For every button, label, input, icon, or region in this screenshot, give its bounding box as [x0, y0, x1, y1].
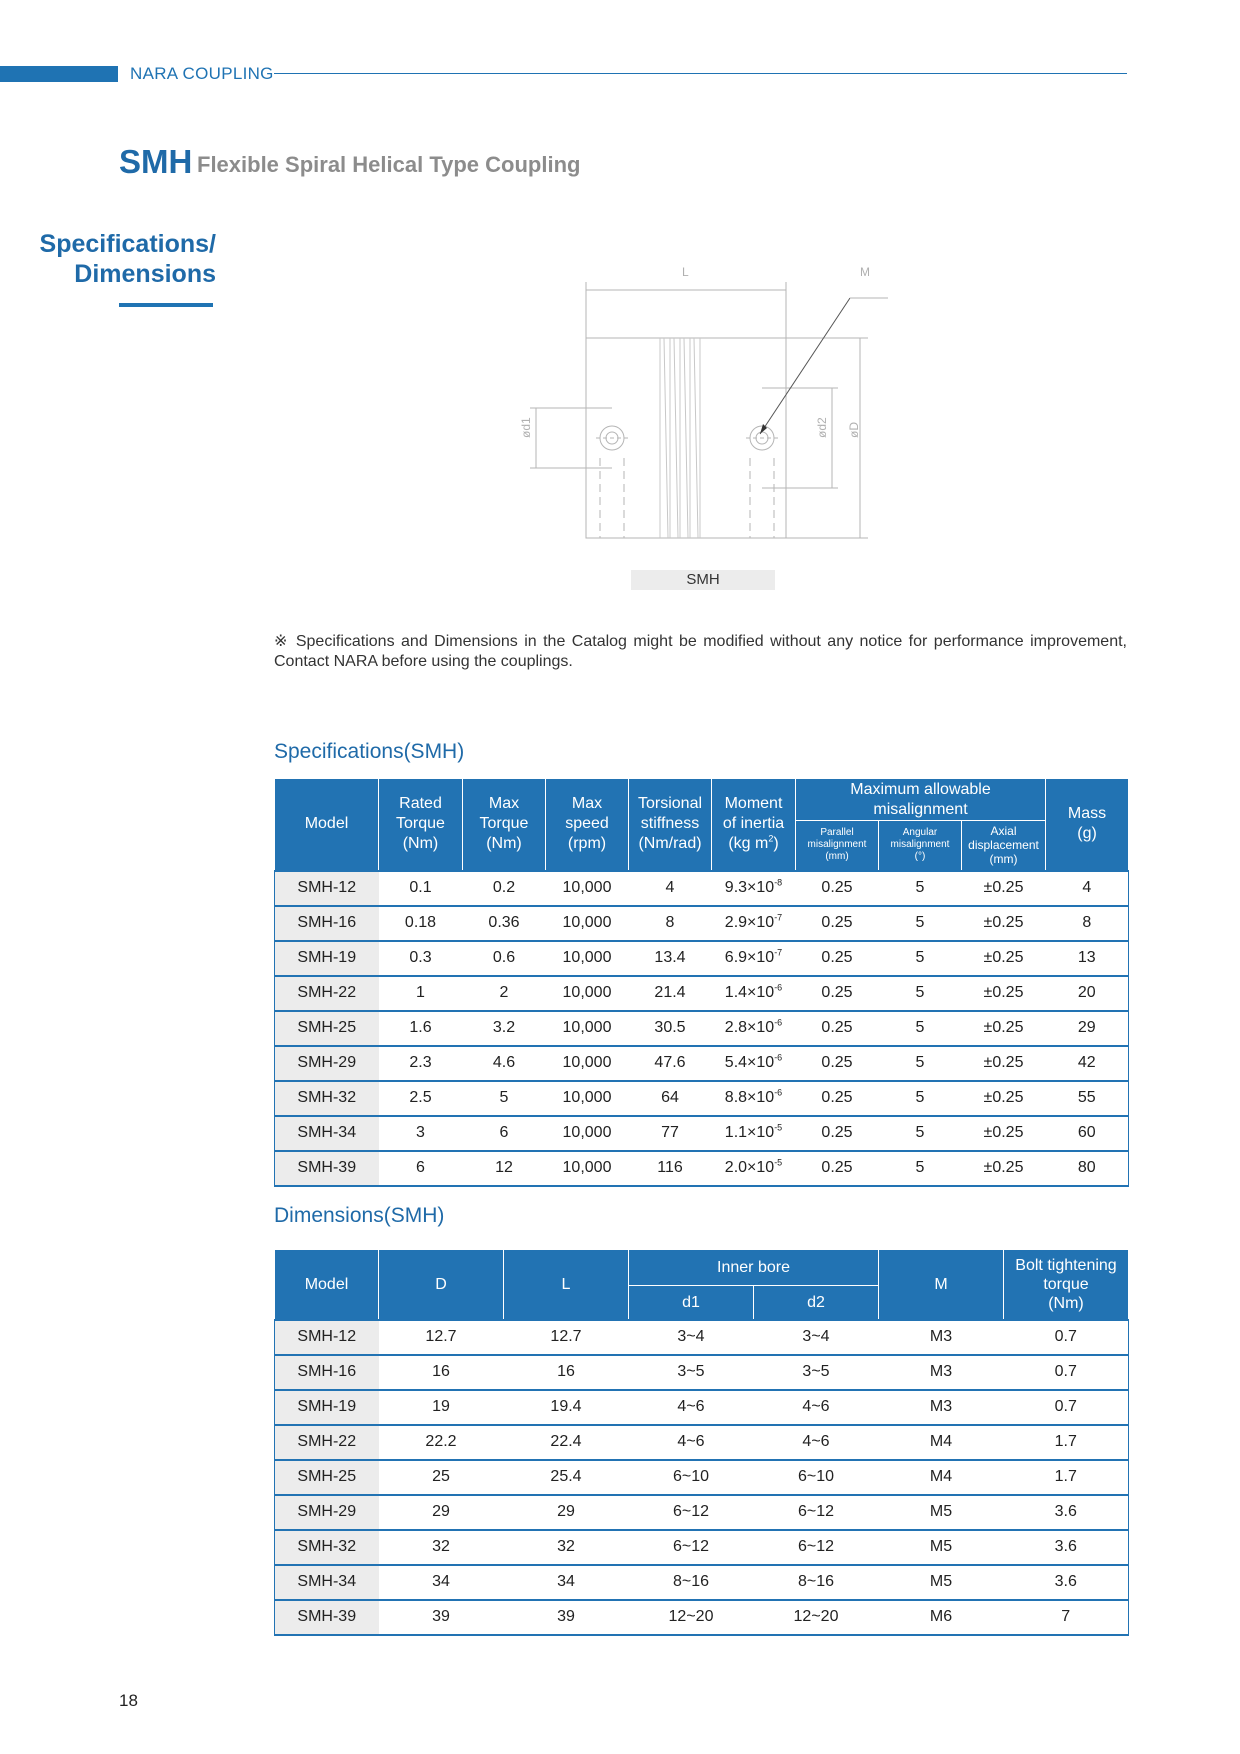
dim-header-d2: d2 — [754, 1286, 879, 1320]
spec-cell-inertia: $1.1\times 10^{-5}$ — [712, 1116, 796, 1151]
spec-cell-angular: 5 — [879, 976, 962, 1011]
dim-cell-d1: 4~6 — [629, 1425, 754, 1460]
spec-cell-inertia: $1.4\times 10^{-6}$ — [712, 976, 796, 1011]
spec-cell-rated: 0.1 — [379, 871, 463, 906]
drawing-label-d1: ød1 — [519, 417, 533, 438]
spec-cell-angular: 5 — [879, 1011, 962, 1046]
spec-cell-inertia: $2.8\times 10^{-6}$ — [712, 1011, 796, 1046]
dim-cell-d2: 4~6 — [754, 1390, 879, 1425]
dim-cell-d2: 3~4 — [754, 1320, 879, 1355]
spec-cell-axial: ±0.25 — [962, 1011, 1046, 1046]
spec-cell-axial: ±0.25 — [962, 941, 1046, 976]
spec-row — [275, 871, 1129, 906]
spec-cell-mass: 55 — [1046, 1081, 1129, 1116]
dim-cell-L: 19.4 — [504, 1390, 629, 1425]
dim-cell-D: 22.2 — [379, 1425, 504, 1460]
dim-row — [275, 1425, 1129, 1460]
spec-row — [275, 1081, 1129, 1116]
spec-row — [275, 1116, 1129, 1151]
notice-text: ※ Specifications and Dimensions in the Catalog might be modified without any notice for performance improvement, Contact NARA before using the couplings. — [274, 633, 1127, 670]
dim-cell-M: M4 — [879, 1425, 1004, 1460]
header-max-misalignment: Maximum allowable misalignment — [796, 779, 1046, 821]
spec-cell-max: 0.36 — [463, 906, 546, 941]
spec-cell-inertia: $2.0\times 10^{-5}$ — [712, 1151, 796, 1186]
dim-header-inner-bore: Inner bore — [629, 1250, 879, 1286]
dim-cell-D: 16 — [379, 1355, 504, 1390]
spec-cell-rated: 2.3 — [379, 1046, 463, 1081]
dim-row — [275, 1320, 1129, 1355]
dim-cell-D: 29 — [379, 1495, 504, 1530]
dim-row — [275, 1495, 1129, 1530]
spec-cell-stiff: 64 — [629, 1081, 712, 1116]
spec-cell-stiff: 30.5 — [629, 1011, 712, 1046]
spec-cell-speed: 10,000 — [546, 976, 629, 1011]
spec-cell-model: SMH-34 — [275, 1116, 379, 1151]
spec-cell-model: SMH-32 — [275, 1081, 379, 1116]
dim-cell-D: 19 — [379, 1390, 504, 1425]
spec-cell-parallel: 0.25 — [796, 1046, 879, 1081]
dim-cell-L: 16 — [504, 1355, 629, 1390]
spec-cell-max: 12 — [463, 1151, 546, 1186]
spec-cell-parallel: 0.25 — [796, 1011, 879, 1046]
spec-cell-inertia: $6.9\times 10^{-7}$ — [712, 941, 796, 976]
spec-cell-axial: ±0.25 — [962, 1116, 1046, 1151]
spec-row — [275, 1011, 1129, 1046]
dim-cell-model: SMH-34 — [275, 1565, 379, 1600]
spec-cell-parallel: 0.25 — [796, 906, 879, 941]
header-max-torque: Max Torque (Nm) — [463, 779, 546, 871]
side-title-underline — [119, 303, 213, 307]
dim-cell-d1: 6~12 — [629, 1530, 754, 1565]
spec-cell-angular: 5 — [879, 941, 962, 976]
dim-cell-D: 12.7 — [379, 1320, 504, 1355]
dim-cell-model: SMH-25 — [275, 1460, 379, 1495]
spec-cell-stiff: 77 — [629, 1116, 712, 1151]
section-side-title — [40, 229, 216, 289]
dim-cell-d1: 6~12 — [629, 1495, 754, 1530]
spec-cell-model: SMH-19 — [275, 941, 379, 976]
dim-cell-bolt: 7 — [1004, 1600, 1129, 1635]
spec-cell-max: 4.6 — [463, 1046, 546, 1081]
spec-cell-speed: 10,000 — [546, 1151, 629, 1186]
spec-cell-max: 2 — [463, 976, 546, 1011]
spec-row — [275, 906, 1129, 941]
spec-cell-parallel: 0.25 — [796, 941, 879, 976]
dim-cell-L: 22.4 — [504, 1425, 629, 1460]
dim-row — [275, 1530, 1129, 1565]
dim-cell-M: M5 — [879, 1495, 1004, 1530]
dim-cell-M: M5 — [879, 1530, 1004, 1565]
page-number: 18 — [119, 1691, 138, 1710]
header-rated-torque: Rated Torque (Nm) — [379, 779, 463, 871]
header-angular-misalignment: Angular misalignment (°) — [879, 821, 962, 871]
dim-cell-model: SMH-12 — [275, 1320, 379, 1355]
spec-cell-axial: ±0.25 — [962, 1151, 1046, 1186]
dim-cell-M: M5 — [879, 1565, 1004, 1600]
spec-cell-stiff: 116 — [629, 1151, 712, 1186]
spec-row — [275, 976, 1129, 1011]
spec-cell-parallel: 0.25 — [796, 1151, 879, 1186]
dim-cell-bolt: 0.7 — [1004, 1320, 1129, 1355]
spec-cell-max: 3.2 — [463, 1011, 546, 1046]
drawing-label-M: M — [860, 265, 870, 279]
header-accent-bar — [0, 66, 118, 82]
dim-cell-d2: 8~16 — [754, 1565, 879, 1600]
spec-cell-max: 5 — [463, 1081, 546, 1116]
spec-cell-model: SMH-12 — [275, 871, 379, 906]
spec-cell-mass: 80 — [1046, 1151, 1129, 1186]
spec-cell-rated: 0.18 — [379, 906, 463, 941]
dim-header-bolt-torque: Bolt tightening torque (Nm) — [1004, 1250, 1129, 1320]
spec-cell-parallel: 0.25 — [796, 1116, 879, 1151]
spec-cell-parallel: 0.25 — [796, 1081, 879, 1116]
dim-cell-d2: 6~12 — [754, 1495, 879, 1530]
dim-cell-L: 29 — [504, 1495, 629, 1530]
dim-cell-M: M3 — [879, 1355, 1004, 1390]
spec-row — [275, 1046, 1129, 1081]
dim-cell-M: M3 — [879, 1390, 1004, 1425]
spec-cell-parallel: 0.25 — [796, 976, 879, 1011]
spec-cell-stiff: 4 — [629, 871, 712, 906]
spec-cell-stiff: 47.6 — [629, 1046, 712, 1081]
dim-cell-L: 32 — [504, 1530, 629, 1565]
spec-row — [275, 1151, 1129, 1186]
dim-cell-bolt: 1.7 — [1004, 1425, 1129, 1460]
spec-cell-model: SMH-22 — [275, 976, 379, 1011]
spec-cell-model: SMH-25 — [275, 1011, 379, 1046]
spec-cell-max: 0.2 — [463, 871, 546, 906]
dim-cell-model: SMH-29 — [275, 1495, 379, 1530]
header-torsional-stiffness: Torsional stiffness (Nm/rad) — [629, 779, 712, 871]
spec-cell-stiff: 8 — [629, 906, 712, 941]
side-title-line1: Specifications/ — [39, 230, 216, 258]
spec-cell-inertia: $8.8\times 10^{-6}$ — [712, 1081, 796, 1116]
spec-cell-speed: 10,000 — [546, 1046, 629, 1081]
spec-cell-angular: 5 — [879, 906, 962, 941]
spec-cell-axial: ±0.25 — [962, 1046, 1046, 1081]
dim-cell-model: SMH-22 — [275, 1425, 379, 1460]
dim-cell-M: M3 — [879, 1320, 1004, 1355]
spec-cell-mass: 29 — [1046, 1011, 1129, 1046]
product-description: Flexible Spiral Helical Type Coupling — [197, 152, 581, 177]
spec-cell-inertia: $5.4\times 10^{-6}$ — [712, 1046, 796, 1081]
drawing-label-d2: ød2 — [815, 417, 829, 438]
spec-cell-speed: 10,000 — [546, 941, 629, 976]
spec-cell-stiff: 13.4 — [629, 941, 712, 976]
spec-cell-axial: ±0.25 — [962, 976, 1046, 1011]
dim-header-d1: d1 — [629, 1286, 754, 1320]
header-max-speed: Max speed (rpm) — [546, 779, 629, 871]
spec-cell-speed: 10,000 — [546, 1011, 629, 1046]
spec-cell-axial: ±0.25 — [962, 906, 1046, 941]
spec-cell-model: SMH-16 — [275, 906, 379, 941]
drawing-label-D: øD — [847, 422, 861, 438]
dim-cell-bolt: 0.7 — [1004, 1355, 1129, 1390]
dimensions-table — [274, 1249, 1129, 1636]
spec-cell-inertia: $2.9\times 10^{-7}$ — [712, 906, 796, 941]
dim-cell-model: SMH-16 — [275, 1355, 379, 1390]
drawing-label-L: L — [682, 265, 689, 279]
dim-cell-L: 34 — [504, 1565, 629, 1600]
coupling-drawing — [500, 258, 900, 578]
dim-cell-bolt: 3.6 — [1004, 1495, 1129, 1530]
dim-header-D: D — [379, 1250, 504, 1320]
dim-row — [275, 1390, 1129, 1425]
dim-cell-model: SMH-39 — [275, 1600, 379, 1635]
spec-cell-axial: ±0.25 — [962, 871, 1046, 906]
spec-cell-angular: 5 — [879, 1046, 962, 1081]
spec-cell-speed: 10,000 — [546, 1081, 629, 1116]
spec-cell-max: 6 — [463, 1116, 546, 1151]
header-rule — [274, 73, 1127, 74]
spec-cell-mass: 60 — [1046, 1116, 1129, 1151]
spec-row — [275, 941, 1129, 976]
spec-cell-rated: 0.3 — [379, 941, 463, 976]
side-title-line2: Dimensions — [74, 260, 216, 288]
dim-cell-M: M6 — [879, 1600, 1004, 1635]
spec-cell-stiff: 21.4 — [629, 976, 712, 1011]
dim-header-M: M — [879, 1250, 1004, 1320]
dim-cell-model: SMH-32 — [275, 1530, 379, 1565]
spec-cell-axial: ±0.25 — [962, 1081, 1046, 1116]
dimensions-title: Dimensions(SMH) — [274, 1204, 445, 1227]
drawing-caption: SMH — [631, 570, 775, 590]
dim-cell-bolt: 3.6 — [1004, 1530, 1129, 1565]
dim-cell-d2: 3~5 — [754, 1355, 879, 1390]
dim-cell-D: 32 — [379, 1530, 504, 1565]
specifications-title: Specifications(SMH) — [274, 740, 465, 763]
dim-header-L: L — [504, 1250, 629, 1320]
dim-cell-d2: 4~6 — [754, 1425, 879, 1460]
dim-cell-bolt: 1.7 — [1004, 1460, 1129, 1495]
spec-cell-inertia: $9.3\times 10^{-8}$ — [712, 871, 796, 906]
dim-cell-bolt: 3.6 — [1004, 1565, 1129, 1600]
dim-cell-D: 39 — [379, 1600, 504, 1635]
dim-cell-bolt: 0.7 — [1004, 1390, 1129, 1425]
dim-cell-d1: 4~6 — [629, 1390, 754, 1425]
header-mass: Mass (g) — [1046, 779, 1129, 871]
dim-cell-d1: 6~10 — [629, 1460, 754, 1495]
spec-cell-model: SMH-29 — [275, 1046, 379, 1081]
dim-cell-d2: 12~20 — [754, 1600, 879, 1635]
dim-cell-L: 39 — [504, 1600, 629, 1635]
dim-cell-L: 25.4 — [504, 1460, 629, 1495]
dim-row — [275, 1355, 1129, 1390]
product-code: SMH — [119, 143, 193, 180]
spec-cell-max: 0.6 — [463, 941, 546, 976]
dim-cell-D: 25 — [379, 1460, 504, 1495]
spec-cell-mass: 13 — [1046, 941, 1129, 976]
spec-cell-rated: 1 — [379, 976, 463, 1011]
dim-cell-d1: 8~16 — [629, 1565, 754, 1600]
dim-header-model: Model — [275, 1250, 379, 1320]
header-moment-of-inertia: Moment of inertia (kg $m^2$) — [712, 779, 796, 871]
bolt-leader-line — [760, 298, 850, 434]
spec-cell-parallel: 0.25 — [796, 871, 879, 906]
spec-cell-rated: 6 — [379, 1151, 463, 1186]
dim-cell-d2: 6~12 — [754, 1530, 879, 1565]
dim-cell-d1: 12~20 — [629, 1600, 754, 1635]
dim-cell-d2: 6~10 — [754, 1460, 879, 1495]
spec-cell-speed: 10,000 — [546, 871, 629, 906]
header-brand: NARA COUPLING — [130, 64, 274, 83]
spec-cell-speed: 10,000 — [546, 906, 629, 941]
dim-cell-d1: 3~4 — [629, 1320, 754, 1355]
spec-cell-angular: 5 — [879, 1081, 962, 1116]
spec-cell-rated: 2.5 — [379, 1081, 463, 1116]
dim-cell-D: 34 — [379, 1565, 504, 1600]
spec-cell-angular: 5 — [879, 1116, 962, 1151]
spec-cell-angular: 5 — [879, 871, 962, 906]
header-axial-displacement: Axial displacement (mm) — [962, 821, 1046, 871]
specifications-table — [274, 778, 1129, 1187]
spec-cell-mass: 8 — [1046, 906, 1129, 941]
dim-row — [275, 1565, 1129, 1600]
spec-cell-mass: 20 — [1046, 976, 1129, 1011]
dim-cell-M: M4 — [879, 1460, 1004, 1495]
spec-cell-mass: 4 — [1046, 871, 1129, 906]
header-parallel-misalignment: Parallel misalignment (mm) — [796, 821, 879, 871]
spec-cell-mass: 42 — [1046, 1046, 1129, 1081]
dim-cell-L: 12.7 — [504, 1320, 629, 1355]
spec-cell-speed: 10,000 — [546, 1116, 629, 1151]
spec-cell-angular: 5 — [879, 1151, 962, 1186]
dim-cell-model: SMH-19 — [275, 1390, 379, 1425]
dim-row — [275, 1600, 1129, 1635]
dim-cell-d1: 3~5 — [629, 1355, 754, 1390]
dim-row — [275, 1460, 1129, 1495]
spec-cell-model: SMH-39 — [275, 1151, 379, 1186]
spec-cell-rated: 3 — [379, 1116, 463, 1151]
header-model: Model — [275, 779, 379, 871]
spec-cell-rated: 1.6 — [379, 1011, 463, 1046]
